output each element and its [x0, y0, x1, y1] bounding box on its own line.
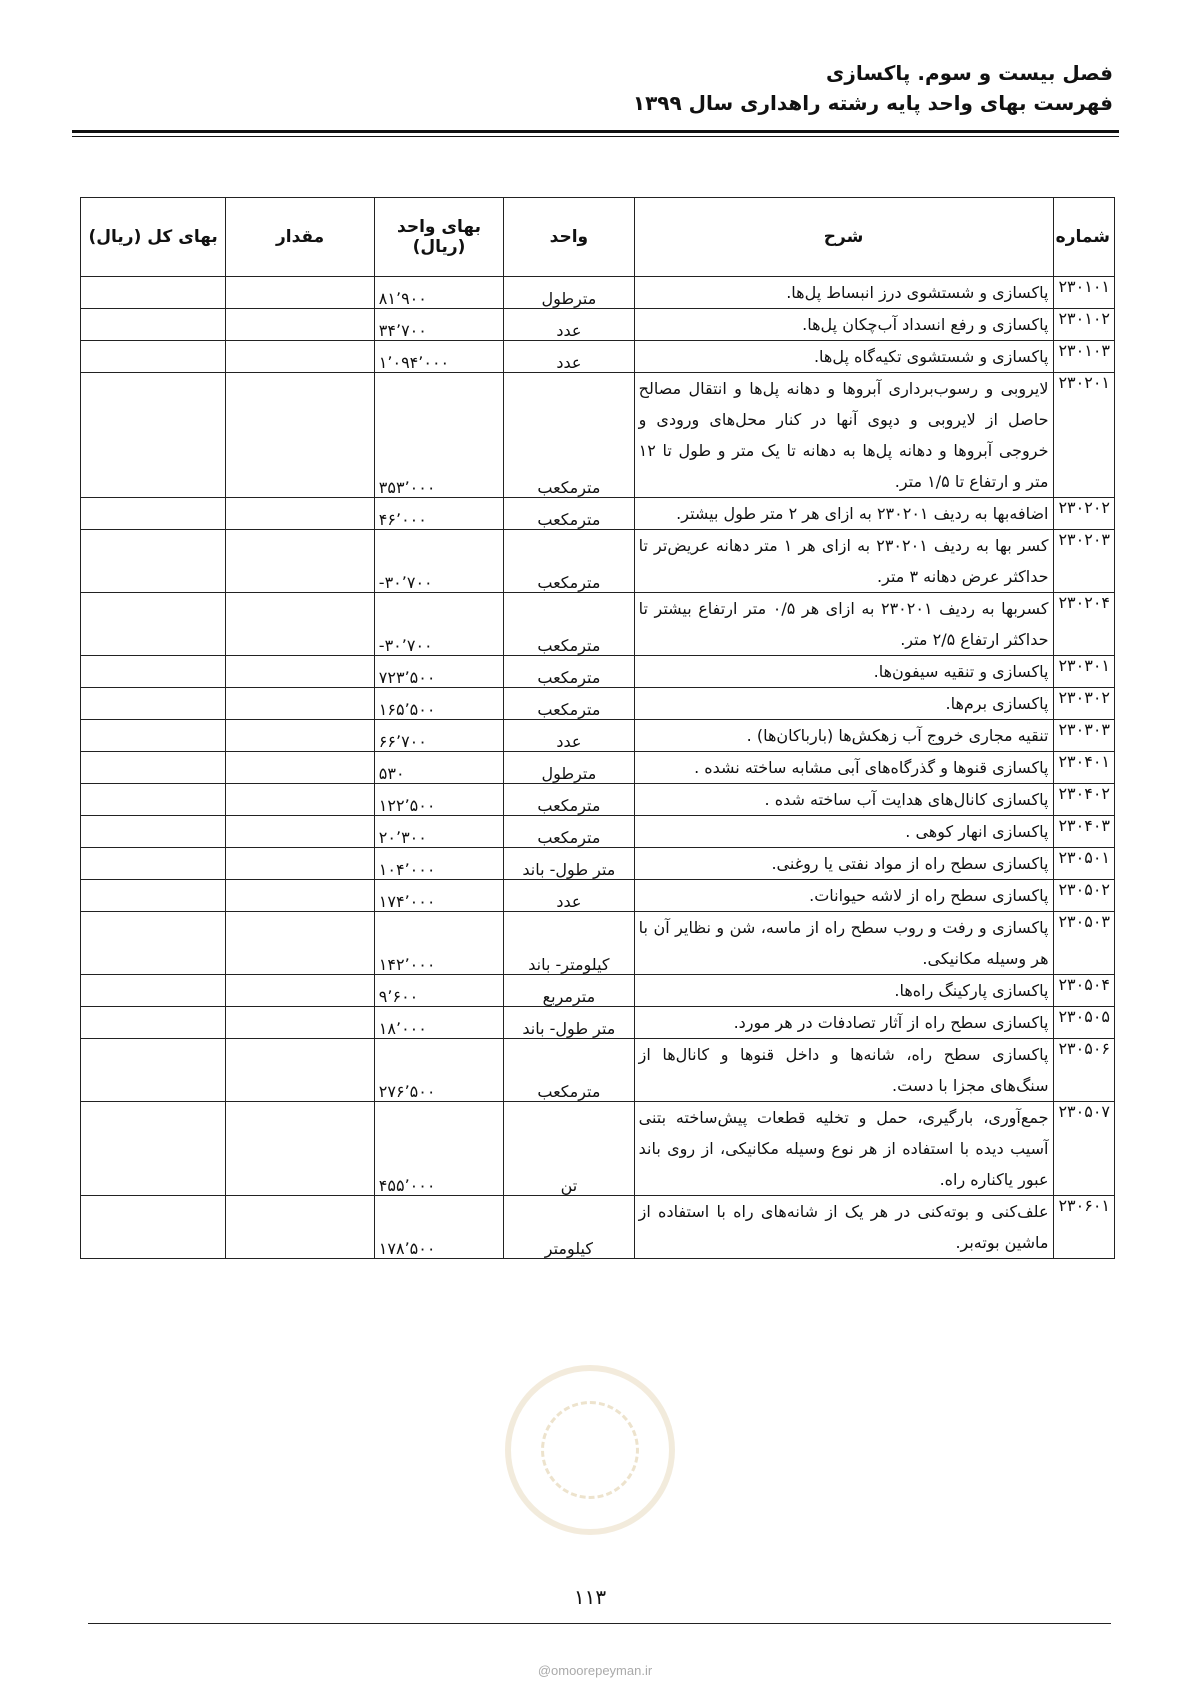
col-header-number: شماره — [1053, 198, 1115, 277]
page-number: ۱۱۳ — [573, 1585, 607, 1609]
row-total-price — [81, 784, 226, 816]
row-unit: مترمکعب — [504, 656, 634, 688]
row-unit: مترمکعب — [504, 593, 634, 656]
row-unit: مترمکعب — [504, 816, 634, 848]
row-number: ۲۳۰۵۰۷ — [1053, 1102, 1115, 1196]
price-list-table — [80, 197, 1115, 1259]
row-quantity — [226, 373, 374, 498]
row-description: تنقیه مجاری خروج آب زهکش‌ها (بارباکان‌ها) . — [634, 720, 1053, 752]
row-total-price — [81, 341, 226, 373]
row-unit: متر طول- باند — [504, 1007, 634, 1039]
row-unit: عدد — [504, 880, 634, 912]
row-unit-price: ۴۶٬۰۰۰ — [374, 498, 503, 530]
table-row — [81, 341, 1115, 373]
row-quantity — [226, 1039, 374, 1102]
row-unit: متر طول- باند — [504, 848, 634, 880]
chapter-title: فصل بیست و سوم. پاکسازی — [826, 61, 1113, 85]
col-header-unit-price: بهای واحد (ریال) — [374, 198, 503, 277]
row-description: پاکسازی و تنقیه سیفون‌ها. — [634, 656, 1053, 688]
row-unit-price: -۳۰٬۷۰۰ — [374, 530, 503, 593]
row-unit-price: ۵۳۰ — [374, 752, 503, 784]
row-description: پاکسازی و شستشوی درز انبساط پل‌ها. — [634, 277, 1053, 309]
row-unit-price: ۱۰۴٬۰۰۰ — [374, 848, 503, 880]
row-total-price — [81, 656, 226, 688]
row-quantity — [226, 498, 374, 530]
table-row — [81, 656, 1115, 688]
row-total-price — [81, 277, 226, 309]
row-total-price — [81, 975, 226, 1007]
row-quantity — [226, 752, 374, 784]
row-unit-price: ۱۴۲٬۰۰۰ — [374, 912, 503, 975]
row-quantity — [226, 277, 374, 309]
site-watermark-text: @omoorepeyman.ir — [537, 1663, 653, 1678]
row-total-price — [81, 1007, 226, 1039]
table-row — [81, 1102, 1115, 1196]
row-unit-price: ۱۷۸٬۵۰۰ — [374, 1196, 503, 1259]
table-row — [81, 848, 1115, 880]
row-description: علف‌کنی و بوته‌کنی در هر یک از شانه‌های راه با استفاده از ماشین بوته‌بر. — [634, 1196, 1053, 1259]
row-quantity — [226, 848, 374, 880]
row-number: ۲۳۰۲۰۱ — [1053, 373, 1115, 498]
row-total-price — [81, 848, 226, 880]
row-unit: عدد — [504, 720, 634, 752]
row-unit-price: ۱٬۰۹۴٬۰۰۰ — [374, 341, 503, 373]
row-number: ۲۳۰۵۰۶ — [1053, 1039, 1115, 1102]
document-title: فهرست بهای واحد پایه رشته راهداری سال ۱۳۹۹ — [632, 91, 1113, 115]
row-number: ۲۳۰۵۰۴ — [1053, 975, 1115, 1007]
row-description: پاکسازی قنوها و گذرگاه‌های آبی مشابه ساخته نشده . — [634, 752, 1053, 784]
row-quantity — [226, 1007, 374, 1039]
row-quantity — [226, 975, 374, 1007]
row-unit-price: ۴۵۵٬۰۰۰ — [374, 1102, 503, 1196]
page-header — [70, 58, 1113, 118]
row-unit: مترطول — [504, 752, 634, 784]
row-unit: مترطول — [504, 277, 634, 309]
row-number: ۲۳۰۴۰۲ — [1053, 784, 1115, 816]
row-unit: مترمکعب — [504, 784, 634, 816]
table-row — [81, 975, 1115, 1007]
row-quantity — [226, 1196, 374, 1259]
row-unit-price: ۱۸٬۰۰۰ — [374, 1007, 503, 1039]
table-row — [81, 912, 1115, 975]
row-quantity — [226, 530, 374, 593]
row-unit-price: ۹٬۶۰۰ — [374, 975, 503, 1007]
header-rule — [72, 130, 1119, 133]
row-description: لایروبی و رسوب‌برداری آبروها و دهانه پل‌ها و انتقال مصالح حاصل از لایروبی و دپوی آنها در کنار محل‌های ورودی و خروجی آبروها و دهانه پل‌ها به دهانه تا یک متر و طول تا ۱۲ متر و ارتفاع تا ۱/۵ متر. — [634, 373, 1053, 498]
row-quantity — [226, 816, 374, 848]
row-number: ۲۳۰۵۰۵ — [1053, 1007, 1115, 1039]
row-number: ۲۳۰۱۰۳ — [1053, 341, 1115, 373]
row-quantity — [226, 784, 374, 816]
table-row — [81, 752, 1115, 784]
row-unit-price: ۱۲۲٬۵۰۰ — [374, 784, 503, 816]
row-number: ۲۳۰۲۰۴ — [1053, 593, 1115, 656]
row-unit-price: ۲۰٬۳۰۰ — [374, 816, 503, 848]
table-row — [81, 720, 1115, 752]
table-row — [81, 880, 1115, 912]
row-unit: مترمربع — [504, 975, 634, 1007]
row-description: پاکسازی انهار کوهی . — [634, 816, 1053, 848]
row-unit: تن — [504, 1102, 634, 1196]
row-total-price — [81, 498, 226, 530]
row-description: پاکسازی و رفت و روب سطح راه از ماسه، شن و نظایر آن با هر وسیله مکانیکی. — [634, 912, 1053, 975]
row-total-price — [81, 530, 226, 593]
row-quantity — [226, 341, 374, 373]
row-unit-price: ۳۵۳٬۰۰۰ — [374, 373, 503, 498]
row-description: پاکسازی برم‌ها. — [634, 688, 1053, 720]
row-description: پاکسازی سطح راه از لاشه حیوانات. — [634, 880, 1053, 912]
row-quantity — [226, 880, 374, 912]
row-unit: کیلومتر- باند — [504, 912, 634, 975]
row-unit: مترمکعب — [504, 1039, 634, 1102]
row-quantity — [226, 309, 374, 341]
row-quantity — [226, 1102, 374, 1196]
row-quantity — [226, 688, 374, 720]
row-number: ۲۳۰۶۰۱ — [1053, 1196, 1115, 1259]
row-description: کسر بها به ردیف ۲۳۰۲۰۱ به ازای هر ۱ متر دهانه عریض‌تر تا حداکثر عرض دهانه ۳ متر. — [634, 530, 1053, 593]
watermark-seal — [505, 1365, 675, 1535]
row-number: ۲۳۰۵۰۳ — [1053, 912, 1115, 975]
row-unit: مترمکعب — [504, 498, 634, 530]
row-description: پاکسازی پارکینگ راه‌ها. — [634, 975, 1053, 1007]
table-row — [81, 816, 1115, 848]
table-row — [81, 1039, 1115, 1102]
col-header-quantity: مقدار — [226, 198, 374, 277]
row-unit-price: -۳۰٬۷۰۰ — [374, 593, 503, 656]
row-description: پاکسازی سطح راه از مواد نفتی یا روغنی. — [634, 848, 1053, 880]
row-description: جمع‌آوری، بارگیری، حمل و تخلیه قطعات پیش‌ساخته بتنی آسیب دیده با استفاده از هر نوع وسیله مکانیکی، از روی باند عبور یاکناره راه. — [634, 1102, 1053, 1196]
table-header-row — [81, 198, 1115, 277]
row-number: ۲۳۰۱۰۱ — [1053, 277, 1115, 309]
row-number: ۲۳۰۴۰۱ — [1053, 752, 1115, 784]
row-total-price — [81, 688, 226, 720]
table-row — [81, 784, 1115, 816]
row-unit-price: ۸۱٬۹۰۰ — [374, 277, 503, 309]
row-quantity — [226, 656, 374, 688]
header-rule-thin — [72, 136, 1119, 137]
table-row — [81, 688, 1115, 720]
row-unit-price: ۶۶٬۷۰۰ — [374, 720, 503, 752]
table-row — [81, 593, 1115, 656]
col-header-total-price: بهای کل (ریال) — [81, 198, 226, 277]
row-unit-price: ۱۶۵٬۵۰۰ — [374, 688, 503, 720]
row-unit: مترمکعب — [504, 688, 634, 720]
table-row — [81, 277, 1115, 309]
row-total-price — [81, 1039, 226, 1102]
row-unit: عدد — [504, 341, 634, 373]
row-number: ۲۳۰۵۰۲ — [1053, 880, 1115, 912]
row-total-price — [81, 880, 226, 912]
row-description: پاکسازی و رفع انسداد آب‌چکان پل‌ها. — [634, 309, 1053, 341]
row-description: پاکسازی و شستشوی تکیه‌گاه پل‌ها. — [634, 341, 1053, 373]
row-description: پاکسازی کانال‌های هدایت آب ساخته شده . — [634, 784, 1053, 816]
row-number: ۲۳۰۴۰۳ — [1053, 816, 1115, 848]
row-quantity — [226, 593, 374, 656]
table-row — [81, 498, 1115, 530]
row-quantity — [226, 720, 374, 752]
row-unit-price: ۳۴٬۷۰۰ — [374, 309, 503, 341]
row-total-price — [81, 720, 226, 752]
row-unit: کیلومتر — [504, 1196, 634, 1259]
table-row — [81, 309, 1115, 341]
table-row — [81, 1007, 1115, 1039]
row-description: پاکسازی سطح راه، شانه‌ها و داخل قنوها و کانال‌ها از سنگ‌های مجزا با دست. — [634, 1039, 1053, 1102]
row-number: ۲۳۰۲۰۲ — [1053, 498, 1115, 530]
col-header-unit: واحد — [504, 198, 634, 277]
table-body — [81, 277, 1115, 1259]
row-description: پاکسازی سطح راه از آثار تصادفات در هر مورد. — [634, 1007, 1053, 1039]
row-total-price — [81, 309, 226, 341]
row-number: ۲۳۰۱۰۲ — [1053, 309, 1115, 341]
row-number: ۲۳۰۲۰۳ — [1053, 530, 1115, 593]
row-description: اضافه‌بها به ردیف ۲۳۰۲۰۱ به ازای هر ۲ متر طول بیشتر. — [634, 498, 1053, 530]
row-number: ۲۳۰۳۰۲ — [1053, 688, 1115, 720]
col-header-description: شرح — [634, 198, 1053, 277]
table-row — [81, 1196, 1115, 1259]
row-number: ۲۳۰۵۰۱ — [1053, 848, 1115, 880]
table-row — [81, 530, 1115, 593]
footer-rule — [88, 1623, 1111, 1624]
row-total-price — [81, 912, 226, 975]
row-unit: مترمکعب — [504, 373, 634, 498]
row-number: ۲۳۰۳۰۳ — [1053, 720, 1115, 752]
row-unit: عدد — [504, 309, 634, 341]
row-quantity — [226, 912, 374, 975]
row-number: ۲۳۰۳۰۱ — [1053, 656, 1115, 688]
row-total-price — [81, 1102, 226, 1196]
row-total-price — [81, 1196, 226, 1259]
table-row — [81, 373, 1115, 498]
row-unit: مترمکعب — [504, 530, 634, 593]
row-description: کسربها به ردیف ۲۳۰۲۰۱ به ازای هر ۰/۵ متر ارتفاع بیشتر تا حداکثر ارتفاع ۲/۵ متر. — [634, 593, 1053, 656]
row-total-price — [81, 752, 226, 784]
row-unit-price: ۱۷۴٬۰۰۰ — [374, 880, 503, 912]
row-total-price — [81, 373, 226, 498]
row-unit-price: ۲۷۶٬۵۰۰ — [374, 1039, 503, 1102]
row-total-price — [81, 593, 226, 656]
row-unit-price: ۷۲۳٬۵۰۰ — [374, 656, 503, 688]
row-total-price — [81, 816, 226, 848]
